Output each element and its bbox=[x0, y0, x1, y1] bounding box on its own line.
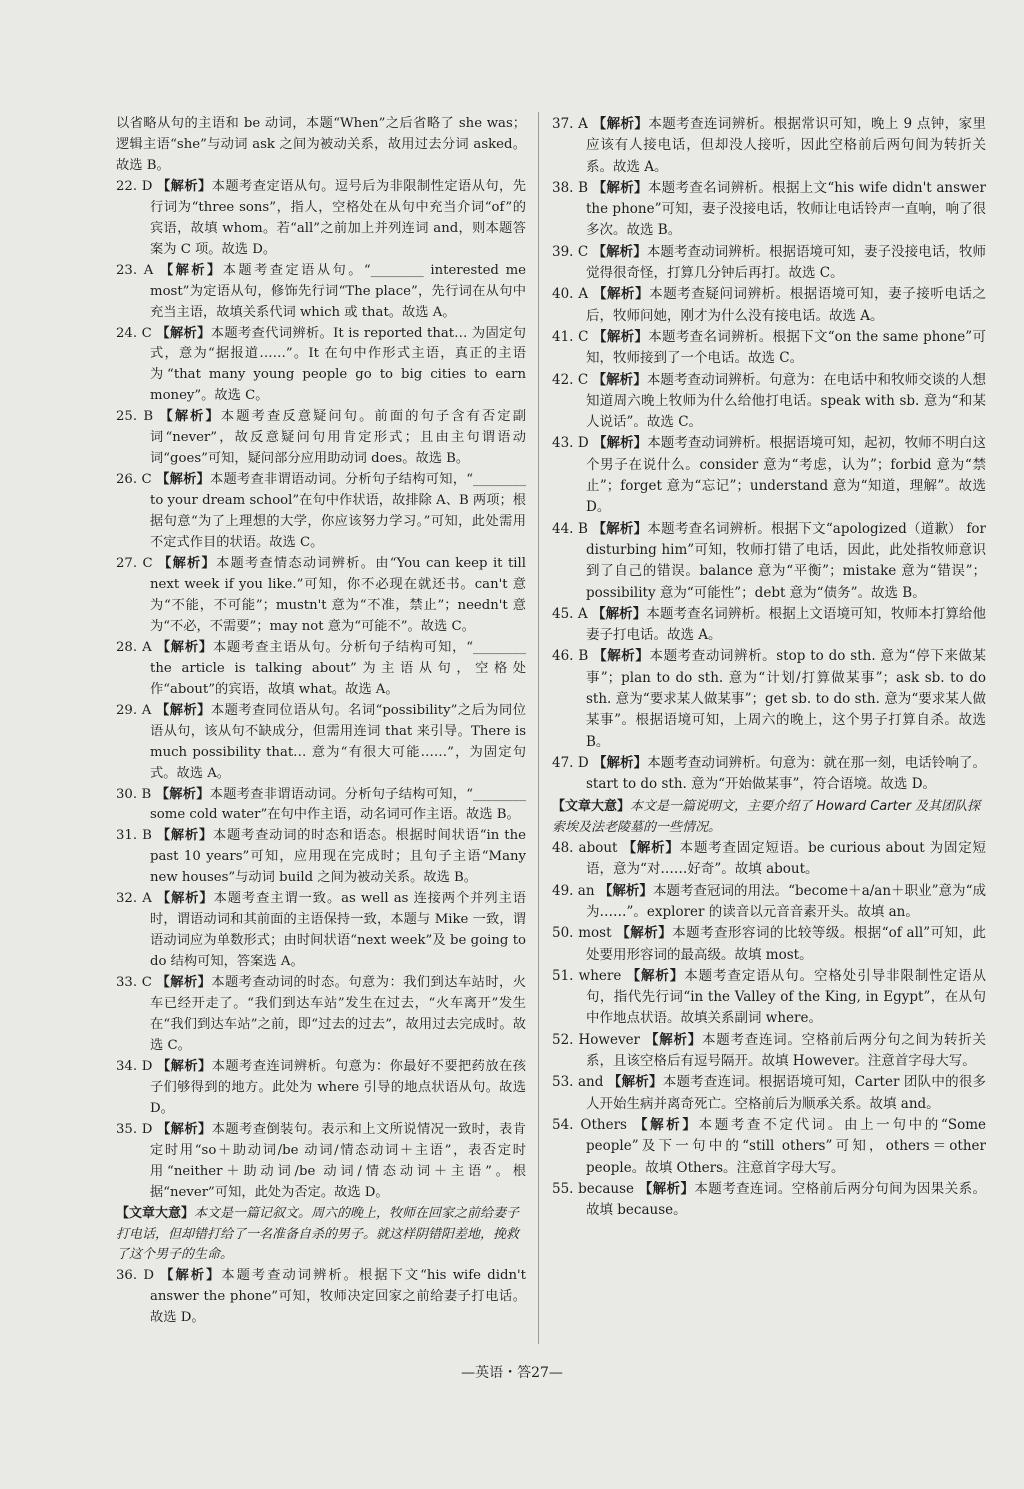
answer-item bbox=[552, 178, 986, 242]
analysis-text: 本题考查名词辨析。根据下文“apologized（道歉） for disturbing him”可知，牧师打错了电话，因此，此处指牧师意识到了自己的错误。balance 意为“平衡”；mistake 意为“错误”；possibility 意为“可能性”；debt 意为“债务”。故选 B。 bbox=[586, 520, 987, 601]
analysis-text: 本题考查名词辨析。根据下文“on the same phone”可知，牧师接到了一个电话。故选 C。 bbox=[586, 328, 987, 367]
analysis-tag: 【解析】 bbox=[155, 786, 210, 802]
answer-number: 52. However bbox=[552, 1031, 641, 1048]
answer-number: 55. because bbox=[552, 1180, 635, 1197]
left-answer-list bbox=[116, 177, 526, 1204]
analysis-tag: 【解析】 bbox=[638, 1180, 695, 1197]
answer-item bbox=[552, 114, 986, 178]
analysis-tag: 【解析】 bbox=[593, 648, 650, 665]
answer-number: 47. D bbox=[552, 754, 589, 771]
analysis-tag: 【解析】 bbox=[633, 1116, 699, 1133]
analysis-text: 本题考查疑问词辨析。根据语境可知，妻子接听电话之后，牧师问她，刚才为什么没有接电话。故选 A。 bbox=[586, 286, 987, 324]
answer-number: 46. B bbox=[552, 648, 589, 665]
analysis-text: 本题考查连词。根据语境可知，Carter 团队中的很多人开始生病并离奇死亡。空格前后为顺承关系。故填 and。 bbox=[586, 1074, 986, 1112]
analysis-tag: 【解析】 bbox=[158, 556, 216, 572]
analysis-text: 本题考查动词辨析。stop to do sth. 意为“停下来做某事”；plan to do sth. 意为“计划/打算做某事”；ask sb. to do sth. 意为“要求某人做某事”；get sb. to do sth. 意为“要求某人做某事”。根据语境可知，上周六的晚上，这个男子打算自杀。故选 B。 bbox=[586, 648, 986, 750]
answer-number: 41. C bbox=[552, 328, 589, 345]
analysis-tag: 【解析】 bbox=[159, 262, 223, 278]
analysis-text: 本题考查名词辨析。根据上文“his wife didn't answer the phone”可知，妻子没接电话，牧师让电话铃声一直响，响了很多次。故选 B。 bbox=[586, 179, 987, 239]
analysis-text: 本题考查主语从句。分析句子结构可知，“________ the article is talking about”为主语从句，空格处作“about”的宾语，故填 what。故选 A。 bbox=[150, 639, 526, 697]
analysis-text: 本题考查动词辨析。句意为：就在那一刻，电话铃响了。start to do sth. 意为“开始做某事”，符合语境。故选 D。 bbox=[586, 754, 987, 793]
answer-item bbox=[116, 1057, 526, 1120]
summary-tag: 【文章大意】 bbox=[116, 1205, 195, 1221]
analysis-tag: 【解析】 bbox=[593, 328, 649, 345]
analysis-tag: 【解析】 bbox=[159, 409, 221, 425]
answer-item bbox=[552, 242, 986, 285]
analysis-text: 本题考查动词辨析。根据语境可知，起初，牧师不明白这个男子在说什么。consider 意为“考虑，认为”；forbid 意为“禁止”；forget 意为“忘记”；understand 意为“知道，理解”。故选 D。 bbox=[586, 435, 987, 516]
answer-item bbox=[552, 923, 986, 966]
answer-item bbox=[552, 838, 986, 881]
answer-item bbox=[552, 1072, 986, 1115]
answer-item bbox=[116, 470, 526, 554]
answer-number: 49. an bbox=[552, 882, 595, 899]
answer-item bbox=[552, 881, 986, 924]
analysis-text: 本题考查情态动词辨析。由“You can keep it till next week if you like.”可知，你不必现在就还书。can't 意为“不能，不可能”；mustn't 意为“不准，禁止”；needn't 意为“不必，不需要”；may not 意为“可能不”。故选 C。 bbox=[150, 556, 526, 634]
analysis-text: 本题考查主谓一致。as well as 连接两个并列主语时，谓语动词和其前面的主语保持一致，本题与 Mike 一致，谓语动词应为单数形式；由时间状语“next week”及 be going to do 结构可知，答案选 A。 bbox=[150, 891, 526, 970]
answer-number: 24. C bbox=[116, 325, 152, 341]
analysis-tag: 【解析】 bbox=[156, 639, 213, 655]
answer-number: 53. and bbox=[552, 1074, 604, 1091]
analysis-tag: 【解析】 bbox=[598, 882, 653, 899]
answer-item bbox=[552, 284, 986, 327]
answer-item bbox=[552, 646, 986, 752]
column-divider bbox=[538, 112, 539, 1344]
analysis-text: 本题考查倒装句。表示和上文所说情况一致时，表肯定时用“so＋助动词/be 动词/情态动词＋主语”，表否定时用“neither＋助动词/be 动词/情态动词＋主语”。根据“never”可知，此处为否定。故选 D。 bbox=[150, 1121, 526, 1200]
analysis-text: 本题考查同位语从句。名词“possibility”之后为同位语从句，该从句不缺成分，但需用连词 that 来引导。There is much possibility that… 意为“有很大可能……”，为固定句式。故选 A。 bbox=[150, 702, 526, 781]
page-footer: —英语・答27— bbox=[461, 1365, 563, 1381]
analysis-text: 本题考查动词的时态。句意为：我们到达车站时，火车已经开走了。“我们到达车站”发生在过去，“火车离开”发生在“我们到达车站”之前，即“过去的过去”，故用过去完成时。故选 C。 bbox=[150, 975, 526, 1053]
analysis-text: 本题考查动词辨析。根据下文“his wife didn't answer the phone”可知，牧师决定回家之前给妻子打电话。故选 D。 bbox=[150, 1268, 526, 1326]
summary-text: 本文是一篇记叙文。周六的晚上，牧师在回家之前给妻子打电话，但却错打给了一名准备自杀的男子。就这样阴错阳差地，挽救了这个男子的生命。 bbox=[116, 1205, 520, 1263]
summary-tag: 【文章大意】 bbox=[552, 798, 631, 814]
analysis-tag: 【解析】 bbox=[156, 891, 214, 907]
answer-number: 29. A bbox=[116, 702, 152, 718]
analysis-text: 本题考查动词的时态和语态。根据时间状语“in the past 10 years”可知，应用现在完成时；且句子主语“Many new houses”与动词 build 之间为被动关系。故选 B。 bbox=[150, 828, 526, 886]
analysis-tag: 【解析】 bbox=[592, 286, 650, 303]
answer-number: 34. D bbox=[116, 1058, 153, 1074]
answer-item bbox=[116, 1266, 526, 1329]
answer-item bbox=[552, 1030, 986, 1073]
analysis-text: 本题考查非谓语动词。分析句子结构可知，“________ some cold water”在句中作主语，动名词可作主语。故选 B。 bbox=[150, 786, 526, 823]
answer-item bbox=[116, 1120, 526, 1204]
answer-number: 45. A bbox=[552, 605, 588, 622]
answer-item bbox=[552, 519, 986, 604]
answer-item bbox=[116, 324, 526, 408]
answer-number: 50. most bbox=[552, 925, 612, 942]
answer-number: 23. A bbox=[116, 262, 154, 278]
left-column bbox=[116, 114, 526, 1329]
analysis-tag: 【解析】 bbox=[156, 325, 211, 341]
answer-item bbox=[552, 1115, 986, 1179]
answer-item bbox=[552, 753, 986, 796]
analysis-text: 本题考查动词辨析。句意为：在电话中和牧师交谈的人想知道周六晚上牧师为什么给他打电话。speak with sb. 意为“和某人说话”。故选 C。 bbox=[586, 371, 987, 431]
analysis-tag: 【解析】 bbox=[622, 840, 680, 857]
analysis-tag: 【解析】 bbox=[607, 1074, 663, 1091]
answer-number: 35. D bbox=[116, 1121, 153, 1137]
article-summary bbox=[116, 1204, 526, 1267]
answer-item bbox=[552, 327, 986, 370]
left-answer-list-2 bbox=[116, 1266, 526, 1329]
answer-number: 43. D bbox=[552, 435, 589, 452]
answer-item bbox=[552, 370, 986, 434]
answer-number: 54. Others bbox=[552, 1116, 627, 1133]
answer-number: 31. B bbox=[116, 828, 152, 844]
answer-item bbox=[116, 261, 526, 324]
answer-number: 48. about bbox=[552, 840, 618, 857]
answer-number: 27. C bbox=[116, 556, 153, 572]
answer-number: 38. B bbox=[552, 179, 588, 196]
answer-number: 25. B bbox=[116, 409, 154, 425]
analysis-text: 本题考查冠词的用法。“become＋a/an＋职业”意为“成为……”。explorer 的读音以元音音素开头。故填 an。 bbox=[586, 882, 987, 920]
answer-item bbox=[116, 973, 526, 1057]
answer-number: 28. A bbox=[116, 639, 152, 655]
analysis-tag: 【解析】 bbox=[592, 243, 647, 260]
answer-item bbox=[552, 433, 986, 518]
answer-number: 22. D bbox=[116, 178, 153, 194]
analysis-text: 本题考查定语从句。逗号后为非限制性定语从句，先行词为“three sons”，指人，空格处在从句中充当介词“of”的宾语，故填 whom。若“all”之前加上并列连词 and，则本题答案为 C 项。故选 D。 bbox=[150, 178, 526, 257]
answer-item bbox=[552, 966, 986, 1030]
analysis-text: 本题考查代词辨析。It is reported that… 为固定句式，意为“据报道……”。It 在句中作形式主语，真正的主语为“that many young people go to big cities to earn money”。故选 C。 bbox=[150, 325, 526, 404]
answer-item bbox=[116, 407, 526, 470]
analysis-text: 本题考查固定短语。be curious about 为固定短语，意为“对……好奇”。故填 about。 bbox=[586, 840, 987, 878]
answer-item bbox=[116, 638, 526, 701]
answer-number: 30. B bbox=[116, 786, 152, 802]
answer-number: 51. where bbox=[552, 967, 622, 984]
answer-item bbox=[552, 1179, 986, 1222]
analysis-tag: 【解析】 bbox=[616, 925, 673, 942]
answer-number: 36. D bbox=[116, 1268, 154, 1284]
answer-number: 26. C bbox=[116, 472, 152, 488]
answer-item bbox=[116, 826, 526, 889]
analysis-tag: 【解析】 bbox=[593, 435, 648, 452]
analysis-tag: 【解析】 bbox=[592, 605, 647, 622]
analysis-text: 本题考查连词辨析。句意为：你最好不要把药放在孩子们够得到的地方。此处为 where 引导的地点状语从句。故选 D。 bbox=[150, 1058, 526, 1116]
right-answer-list bbox=[552, 114, 986, 796]
answer-number: 37. A bbox=[552, 116, 588, 132]
analysis-tag: 【解析】 bbox=[645, 1031, 702, 1048]
analysis-tag: 【解析】 bbox=[157, 178, 212, 194]
answer-item bbox=[116, 701, 526, 785]
analysis-tag: 【解析】 bbox=[592, 371, 647, 388]
analysis-tag: 【解析】 bbox=[592, 520, 648, 537]
analysis-tag: 【解析】 bbox=[156, 702, 211, 718]
analysis-text: 本题考查非谓语动词。分析句子结构可知，“________ to your dream school”在句中作状语，故排除 A、B 两项；根据句意“为了上理想的大学，你应该努力学习。”可知，此处需用不定式作目的状语。故选 C。 bbox=[150, 472, 526, 551]
analysis-text: 本题考查定语从句。“________ interested me most”为定语从句，修饰先行词“The place”，先行词在从句中充当主语，故填关系代词 which 或 that。故选 A。 bbox=[150, 262, 526, 320]
answer-number: 42. C bbox=[552, 371, 589, 388]
right-column bbox=[552, 114, 986, 1221]
analysis-text: 本题考查形容词的比较等级。根据“of all”可知，此处要用形容词的最高级。故填 most。 bbox=[586, 925, 986, 963]
answer-number: 32. A bbox=[116, 891, 152, 907]
analysis-text: 本题考查名词辨析。根据上文语境可知，牧师本打算给他妻子打电话。故选 A。 bbox=[586, 605, 987, 644]
answer-item bbox=[116, 177, 526, 261]
analysis-tag: 【解析】 bbox=[156, 472, 211, 488]
answer-number: 44. B bbox=[552, 520, 588, 537]
analysis-tag: 【解析】 bbox=[156, 828, 213, 844]
answer-item bbox=[116, 785, 526, 827]
analysis-text: 本题考查动词辨析。根据语境可知，妻子没接电话，牧师觉得很奇怪，打算几分钟后再打。故选 C。 bbox=[586, 243, 987, 282]
analysis-tag: 【解析】 bbox=[626, 967, 685, 984]
analysis-text: 本题考查连词。空格前后两分句之间为转折关系，且该空格后有逗号隔开。故填 However。注意首字母大写。 bbox=[586, 1031, 987, 1070]
analysis-tag: 【解析】 bbox=[160, 1268, 222, 1284]
analysis-tag: 【解析】 bbox=[592, 116, 649, 132]
analysis-tag: 【解析】 bbox=[593, 754, 648, 771]
summary-text: 本文是一篇说明文，主要介绍了 Howard Carter 及其团队探索埃及法老陵墓的一些情况。 bbox=[552, 798, 981, 835]
analysis-text: 本题考查连词辨析。根据常识可知，晚上 9 点钟，家里应该有人接电话，但却没人接听，因此空格前后两句间为转折关系。故选 A。 bbox=[586, 116, 987, 175]
analysis-text: 本题考查定语从句。空格处引导非限制性定语从句，指代先行词“in the Valley of the King, in Egypt”，在从句中作地点状语。故填关系副词 where。 bbox=[586, 967, 987, 1027]
analysis-text: 本题考查连词。空格前后两分句间为因果关系。故填 because。 bbox=[586, 1180, 987, 1219]
continued-explanation: 以省略从句的主语和 be 动词，本题“When”之后省略了 she was；逻辑主语“she”与动词 ask 之间为被动关系，故用过去分词 asked。故选 B。 bbox=[116, 116, 526, 173]
article-summary bbox=[552, 796, 986, 839]
analysis-tag: 【解析】 bbox=[592, 179, 648, 196]
answer-number: 39. C bbox=[552, 243, 589, 260]
answer-item bbox=[116, 889, 526, 973]
analysis-tag: 【解析】 bbox=[156, 975, 212, 991]
right-answer-list-2 bbox=[552, 838, 986, 1221]
analysis-tag: 【解析】 bbox=[157, 1121, 212, 1137]
answer-item bbox=[116, 554, 526, 638]
analysis-text: 本题考查不定代词。由上一句中的“Some people”及下一句中的“still others”可知，others＝other people。故填 Others。注意首字母大写。 bbox=[586, 1116, 987, 1176]
analysis-tag: 【解析】 bbox=[157, 1058, 212, 1074]
answer-item bbox=[552, 604, 986, 647]
answer-number: 33. C bbox=[116, 975, 152, 991]
answer-number: 40. A bbox=[552, 286, 589, 303]
analysis-text: 本题考查反意疑问句。前面的句子含有否定副词“never”，故反意疑问句用肯定形式；且由主句谓语动词“goes”可知，疑问部分应用助动词 does。故选 B。 bbox=[150, 409, 526, 467]
